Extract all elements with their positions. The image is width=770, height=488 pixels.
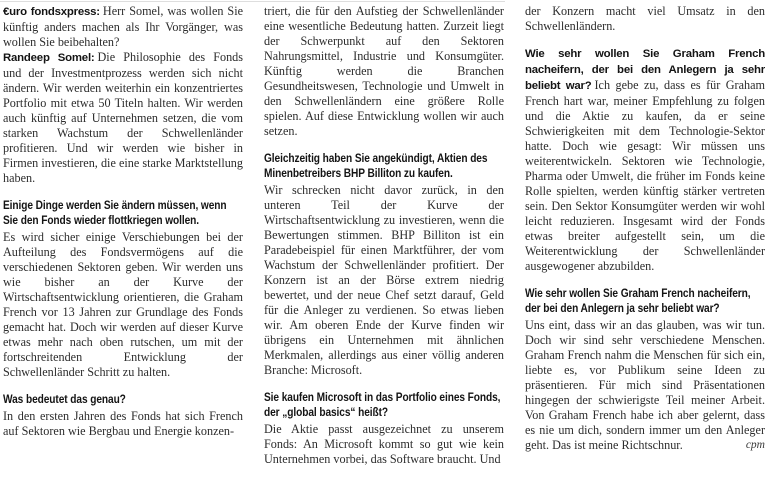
section-question-heading: Einige Dinge werden Sie ändern müssen, wenn Sie den Fonds wieder flottkriegen wollen. — [3, 198, 227, 227]
section-question-heading: Gleichzeitig haben Sie angekündigt, Aktien des Minenbetreibers BHP Billiton zu kaufen. — [264, 151, 488, 180]
body-paragraph: der Konzern macht viel Umsatz in den Schwellenländern. — [525, 4, 765, 33]
section-question-heading: Was bedeutet das genau? — [3, 392, 126, 406]
interview-question — [3, 4, 243, 50]
runin-answer-text: Ich gebe zu, dass es für Graham French hart war, meiner Empfehlung zu folgen und die Aktie zu kaufen, da er seine Schwierigkeiten mit dem Technologie-Sektor hatte. Doch wie gesagt: Wir müssen uns weiterentwickeln. Sektoren wie Technologie, Pharma oder Umwelt, die früher im Fonds keine Rolle spielten, werden künftig stärker vertreten sein. Den Sektor Konsumgüter werden wir wohl leicht reduzieren. Insgesamt wird der Fonds etwas breiter aufgestellt sein, um die Weiterentwicklung der Schwellenländer ausgewogener abzubilden. — [525, 78, 765, 273]
interviewee-label: Randeep Somel: — [3, 52, 95, 64]
section-question-heading: Wie sehr wollen Sie Graham French nacheifern, der bei den Anlegern ja sehr beliebt war? — [525, 286, 751, 315]
closing-paragraph — [525, 318, 765, 453]
section-question-heading: Sie kaufen Microsoft in das Portfolio eines Fonds, der „global basics“ heißt? — [264, 390, 501, 419]
body-paragraph: Es wird sicher einige Verschiebungen bei der Aufteilung des Fondsvermögens auf die verschiedenen Sektoren geben. Wir werden uns wie bisher an der Kurve der Wirtschaftsentwicklung orientieren, die Graham French vor 13 Jahren zur Grundlage des Fonds gemacht hat. Doch wir werden auf dieser Kurve etwas mehr nach oben rutschen, um mit der fortschreitenden Entwicklung der Schwellenländer Schritt zu halten. — [3, 230, 243, 379]
article-column-1 — [3, 4, 243, 488]
interview-answer — [3, 50, 243, 186]
body-paragraph: In den ersten Jahren des Fonds hat sich French auf Sektoren wie Bergbau und Energie konzen- — [3, 409, 243, 438]
answer-text: Die Philosophie des Fonds und der Investmentprozess werden sich nicht ändern. Wir werden weiterhin ein konzentriertes Portfolio mit etwa 50 Titeln halten. Wir werden auch künftig auf Unternehmen setzen, die vom starken Wachstum der Schwellenländer profitieren. Und wir werden wie bisher in Firmen investieren, die eine starke Marktstellung haben. — [3, 50, 243, 185]
runin-question-text: Wie sehr wollen Sie Graham French nacheifern, der bei den Anlegern ja sehr beliebt war? — [525, 48, 765, 92]
interviewer-label: €uro fondsxpress: — [3, 6, 100, 18]
interview-question-runin — [525, 46, 765, 274]
closing-text: Uns eint, dass wir an das glauben, was wir tun. Doch wir sind sehr verschiedene Menschen. Graham French nahm die Menschen für sich ein, liebte es, vor Publikum seine Ideen zu präsentieren. Für mich sind Präsentationen hingegen der schwierigste Teil meiner Arbeit. Von Graham French habe ich aber gelernt, dass es nie um dich, sondern immer um den Anleger geht. Das ist meine Richtschnur. — [525, 318, 765, 452]
body-paragraph: Wir schrecken nicht davor zurück, in den unteren Teil der Kurve der Wirtschaftsentwicklung zu investieren, wenn die Bewertungen stimmen. BHP Billiton ist ein Paradebeispiel für einen Marktführer, der vom Wachstum der Schwellenländer profitiert. Der Konzern ist an der Börse extrem niedrig bewertet, und der neue Chef setzt darauf, Geld für die Anleger zu verdienen. So etwas lieben wir. Am oberen Ende der Kurve finden wir übrigens ein Unternehmen mit ähnlichen Merkmalen, allerdings aus einer völlig anderen Branche: Microsoft. — [264, 183, 504, 377]
author-initials: cpm — [745, 439, 765, 451]
body-paragraph: Die Aktie passt ausgezeichnet zu unserem Fonds: An Microsoft kommt so gut wie kein Unternehmen vorbei, das Software braucht. Und — [264, 422, 504, 466]
article-column-2 — [264, 4, 504, 488]
page-top-rule — [0, 1, 505, 2]
body-paragraph: triert, die für den Aufstieg der Schwellenländer eine wesentliche Bedeutung hatten. Zurzeit liegt der Schwerpunkt auf den Sektoren Nahrungsmittel, Industrie und Konsumgüter. Künftig werden die Branchen Gesundheitswesen, Technologie und Umwelt in den Schwellenländern eine größere Rolle spielen. Auf diese Entwicklung wollen wir auch setzen. — [264, 4, 504, 138]
article-column-3 — [525, 4, 765, 488]
question-text: Herr Somel, was wollen Sie künftig anders machen als Ihr Vorgänger, was wollen Sie beibehalten? — [3, 4, 243, 49]
